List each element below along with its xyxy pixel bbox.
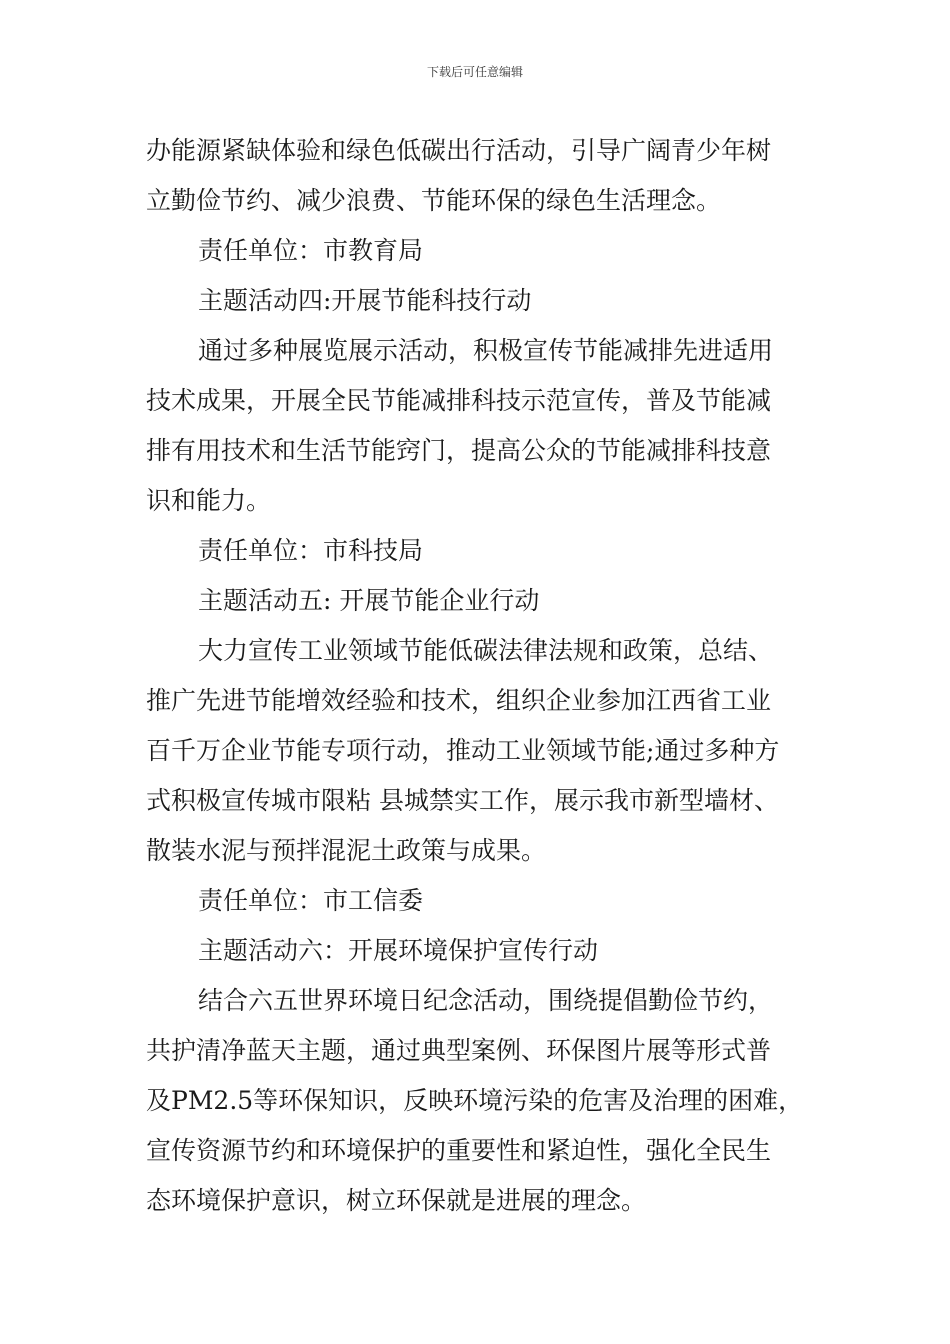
text-line: 识和能力。 (146, 486, 272, 515)
section-heading: 主题活动四:开展节能科技行动 (198, 286, 532, 315)
section-heading: 主题活动六：开展环境保护宣传行动 (198, 936, 599, 965)
document-body (146, 126, 810, 1226)
text-line: 推广先进节能增效经验和技术，组织企业参加江西省工业 (146, 686, 772, 715)
text-line: 共护清净蓝天主题，通过典型案例、环保图片展等形式普 (146, 1036, 772, 1065)
page-header: 下载后可任意编辑 (426, 65, 523, 79)
text-line: 大力宣传工业领域节能低碳法律法规和政策，总结、 (198, 636, 774, 665)
text-line: 技术成果，开展全民节能减排科技示范宣传，普及节能减 (146, 386, 772, 415)
text-line: 排有用技术和生活节能窍门，提高公众的节能减排科技意 (146, 436, 772, 465)
responsible-unit-line: 责任单位：市工信委 (198, 886, 424, 915)
responsible-unit-line: 责任单位：市科技局 (198, 536, 424, 565)
text-line: 宣传资源节约和环境保护的重要性和紧迫性，强化全民生 (146, 1136, 772, 1165)
text-line: 立勤俭节约、减少浪费、节能环保的绿色生活理念。 (146, 186, 722, 215)
text-line: 及PM2.5等环保知识，反映环境污染的危害及治理的困难， (146, 1086, 804, 1115)
text-line: 式积极宣传城市限粘 县城禁实工作，展示我市新型墙材、 (146, 786, 779, 815)
text-line: 态环境保护意识，树立环保就是进展的理念。 (146, 1186, 647, 1215)
text-line: 结合六五世界环境日纪念活动，围绕提倡勤俭节约， (198, 986, 774, 1015)
text-line: 散装水泥与预拌混泥土政策与成果。 (146, 836, 547, 865)
text-line: 百千万企业节能专项行动，推动工业领域节能;通过多种方 (146, 736, 780, 765)
text-line: 通过多种展览展示活动，积极宣传节能减排先进适用 (198, 336, 774, 365)
text-line: 办能源紧缺体验和绿色低碳出行活动，引导广阔青少年树 (146, 136, 772, 165)
section-heading: 主题活动五: 开展节能企业行动 (198, 586, 540, 615)
responsible-unit-line: 责任单位：市教育局 (198, 236, 424, 265)
